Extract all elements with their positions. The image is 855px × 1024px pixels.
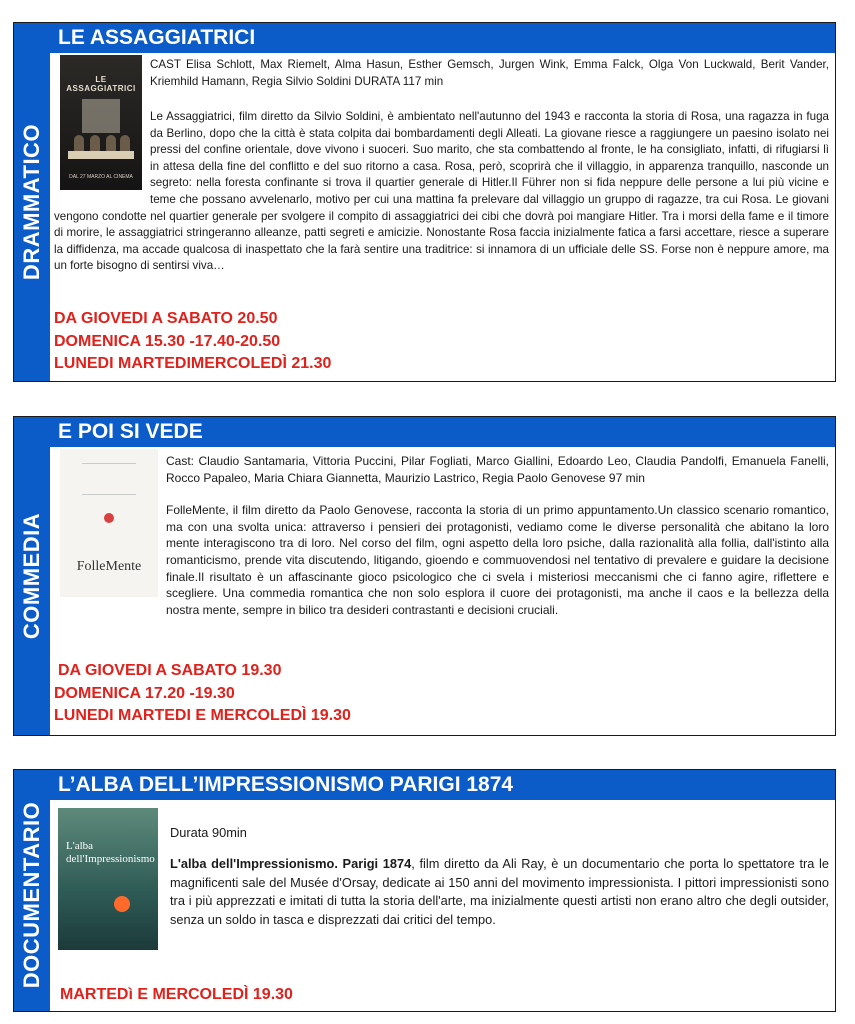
genre-label: COMMEDIA <box>19 512 44 640</box>
film-card-le-assaggiatrici <box>13 22 836 382</box>
film-poster <box>58 808 158 950</box>
schedule <box>54 308 331 376</box>
film-description <box>170 824 829 930</box>
genre-label: DRAMMATICO <box>19 123 44 281</box>
genre-label: DOCUMENTARIO <box>19 801 44 989</box>
schedule-line: LUNEDI MARTEDI E MERCOLEDÌ 19.30 <box>54 707 351 724</box>
duration-text: Durata 90min <box>170 825 247 840</box>
cast-text: Cast: Claudio Santamaria, Vittoria Puccini, Pilar Fogliati, Marco Giallini, Edoardo Leo, Claudia Pandolfi, Emanuela Fanelli, Rocco Papaleo, Maria Chiara Giannetta, Maurizio Lastrico, Regia Paolo Genovese 97 min <box>166 454 829 485</box>
schedule-line: DA GIOVEDI A SABATO 20.50 <box>54 310 278 327</box>
genre-sidebar <box>14 23 50 381</box>
synopsis-text: , film diretto da Ali Ray, è un documentario che porta lo spettatore tra le magnificenti sale del Musée d'Orsay, dedicate ai 150 anni del movimento impressionista. I pittori impressionisti sono tra i più apprezzati e imitati di tutta la storia dell'arte, ma inizialmente questi artisti non erano altro che degli outsider, senza un soldo in tasca e disprezzati dai critici del tempo. <box>170 855 829 928</box>
schedule-line: DA GIOVEDI A SABATO 19.30 <box>58 662 282 679</box>
synopsis-text: Le Assaggiatrici, film diretto da Silvio Soldini, è ambientato nell'autunno del 1943 e racconta la storia di Rosa, una ragazza in fuga da Berlino, dopo che la città è stata colpita dai bombardamenti degli Alleati. La giovane riesce a raggiungere un paesino isolato nei pressi del confine orientale, dove vivono i suoceri. Suo marito, che sta combattendo al fronte, le ha consigliato, infatti, di rifugiarsi lì in attesa della fine del conflitto e del suo ritorno a casa. Rosa, però, scoprirà che il villaggio, in apparenza tranquillo, nasconde un segreto: nella foresta confinante si trova il quartier generale di Hitler.Il Führer non si fida neppure delle persone a lui più vicine e teme che possano avvelenarlo, motivo per cui una mattina fa prelevare dal villaggio un gruppo di ragazze, tra cui Rosa. Le giovani vengono condotte nel quartier generale per svolgere il compito di assaggiatrici dei cibi che dovrà poi mangiare Hitler. Tra i morsi della fame e il timore di morire, le assaggiatrici stringeranno alleanze, patti segreti e amicizie. Nonostante Rosa faccia inizialmente fatica a farsi accettare, riesce a superare la diffidenza, ma accade qualcosa di inaspettato che la farà sentire una traditrice: si innamora di un ufficiale delle SS. Forse non è neppure amore, ma un forte bisogno di sentirsi viva… <box>54 110 829 273</box>
film-description <box>54 57 829 275</box>
poster-title: LE ASSAGGIATRICI <box>66 75 136 93</box>
film-title: L’ALBA DELL’IMPRESSIONISMO PARIGI 1874 <box>50 770 835 800</box>
genre-sidebar <box>14 770 50 1011</box>
schedule-line: MARTEDì E MERCOLEDÌ 19.30 <box>60 986 293 1003</box>
poster-tagline: DAL 27 MARZO AL CINEMA <box>69 174 133 180</box>
schedule-line: LUNEDI MARTEDIMERCOLEDÌ 21.30 <box>54 355 332 372</box>
film-card-alba-impressionismo <box>13 769 836 1012</box>
film-card-e-poi-si-vede <box>13 416 836 736</box>
film-description <box>54 453 829 618</box>
poster-logo: FolleMente <box>76 559 142 574</box>
synopsis-paragraph <box>170 855 829 930</box>
film-title: LE ASSAGGIATRICI <box>50 23 835 53</box>
synopsis-text: FolleMente, il film diretto da Paolo Genovese, racconta la storia di un primo appuntamento.Un classico scenario romantico, ma con una svolta unica: attraverso i pensieri dei protagonisti, vediamo come le diverse personalità che abitano la loro mente interagiscono tra di loro. Nel corso del film, ogni aspetto della loro psiche, dalla razionalità alla follia, dall'istinto alla romanticismo, prende vita discutendo, litigando, gioendo e commuovendosi nel tentativo di prevalere e guidare la decisione finale.Il risultato è un affascinante gioco psicologico che ci svela i misteriosi meccanismi che ci fanno agire, riflettere e scegliere. Una commedia romantica che non solo esplora il cuore dei protagonisti, ma anche il caos e la bellezza della nostra mente, sempre in bilico tra desideri contrastanti e decisioni cruciali. <box>166 503 829 617</box>
film-title: E POI SI VEDE <box>50 417 835 447</box>
genre-sidebar <box>14 417 50 735</box>
cast-text: CAST Elisa Schlott, Max Riemelt, Alma Hasun, Esther Gemsch, Jurgen Wink, Emma Falck, Olga Von Luckwald, Berit Vander, Kriemhild Hamann, Regia Silvio Soldini DURATA 117 min <box>150 58 829 88</box>
schedule-line: DOMENICA 17.20 -19.30 <box>54 684 235 702</box>
schedule <box>54 660 351 728</box>
schedule-line: DOMENICA 15.30 -17.40-20.50 <box>54 332 281 350</box>
schedule <box>60 984 293 1007</box>
synopsis-title: L'alba dell'Impressionismo. Parigi 1874 <box>170 855 412 871</box>
poster-title: L'alba dell'Impressionismo <box>66 840 155 865</box>
